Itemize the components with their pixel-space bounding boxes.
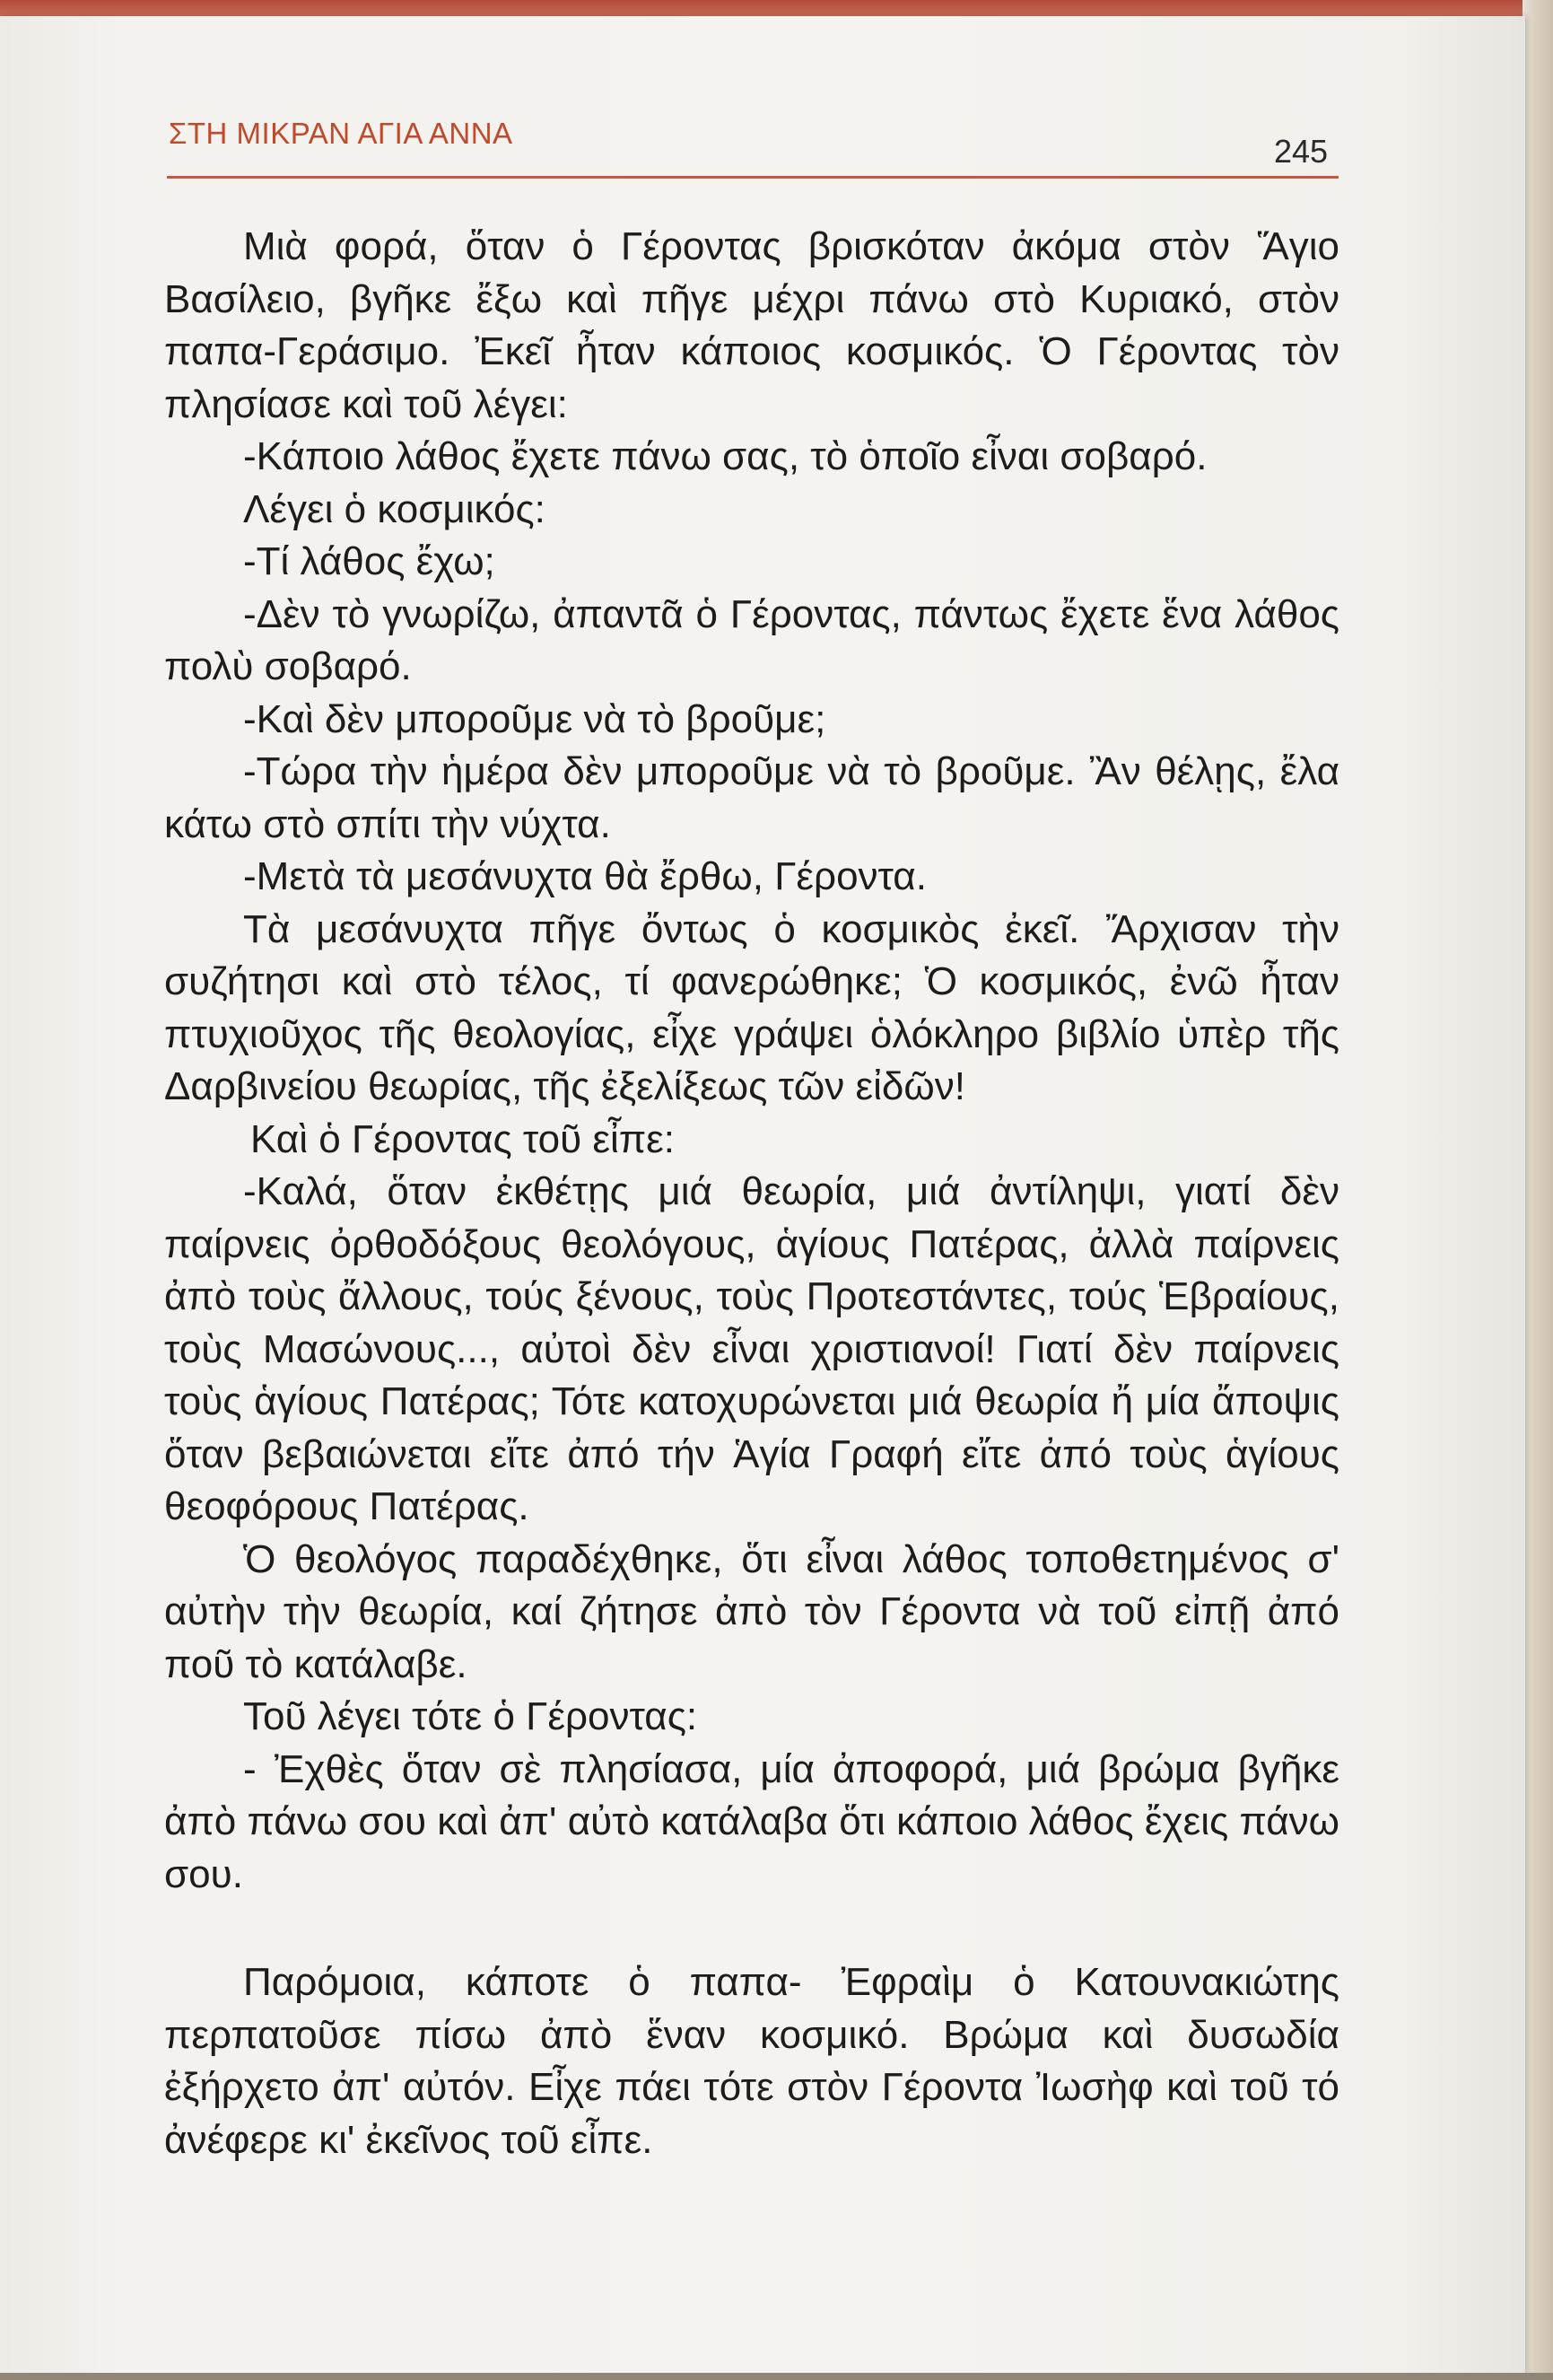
header-rule <box>167 176 1339 179</box>
page-bottom-edge <box>0 2373 1553 2380</box>
page-number: 245 <box>1274 133 1329 170</box>
paragraph: -Μετὰ τὰ μεσάνυχτα θὰ ἔρθω, Γέροντα. <box>243 854 927 898</box>
section-break <box>164 1901 1339 1956</box>
paragraph: Λέγει ὁ κοσμικός: <box>243 486 545 531</box>
paragraph: Τὰ μεσάνυχτα πῆγε ὄντως ὁ κοσμικὸς ἐκεῖ. Ἄρχισαν τὴν συζήτησι καὶ στὸ τέλος, τί φανερώθηκε; Ὁ κοσμικός, ἐνῶ ἦταν πτυχιοῦχος τῆς θεολογίας, εἶχε γράψει ὁλόκληρο βιβλίο ὑπὲρ τῆς Δαρβινείου θεωρίας, τῆς ἐξελίξεως τῶν εἰδῶν! <box>164 906 1339 1108</box>
paragraph: -Τί λάθος ἔχω; <box>243 539 495 583</box>
paragraph: -Καλά, ὅταν ἐκθέτῃς μιά θεωρία, μιά ἀντίληψι, γιατί δὲν παίρνεις ὀρθοδόξους θεολόγους, ἁγίους Πατέρας, ἀλλὰ παίρνεις ἀπὸ τοὺς ἄλλους, τούς ξένους, τοὺς Προτεστάντες, τούς Ἑβραίους, τοὺς Μασώνους..., αὐτοὶ δὲν εἶναι χριστιανοί! Γιατί δὲν παίρνεις τοὺς ἁγίους Πατέρας; Τότε κατοχυρώνεται μιά θεωρία ἤ μία ἄποψις ὅταν βεβαιώνεται εἴτε ἀπό τήν Ἁγία Γραφή εἴτε ἀπό τοὺς ἁγίους θεοφόρους Πατέρας. <box>164 1169 1339 1528</box>
paragraph: Καὶ ὁ Γέροντας τοῦ εἶπε: <box>250 1116 676 1161</box>
paragraph: Παρόμοια, κάποτε ὁ παπα- Ἐφραὶμ ὁ Κατουνακιώτης περπατοῦσε πίσω ἀπὸ ἕναν κοσμικό. Βρώμα καὶ δυσωδία ἐξήρχετο ἀπ' αὐτόν. Εἶχε πάει τότε στὸν Γέροντα Ἰωσὴφ καὶ τοῦ τό ἀνέφερε κι' ἐκεῖνος τοῦ εἶπε. <box>164 1960 1339 2162</box>
running-head: ΣΤΗ ΜΙΚΡΑΝ ΑΓΙΑ ΑΝΝΑ <box>169 117 513 150</box>
paragraph: - Ἐχθὲς ὅταν σὲ πλησίασα, μία ἀποφορά, μιά βρώμα βγῆκε ἀπὸ πάνω σου καὶ ἀπ' αὐτὸ κατάλαβα ὅτι κάποιο λάθος ἔχεις πάνω σου. <box>164 1746 1339 1896</box>
body-text <box>164 221 1339 2166</box>
paragraph: Μιὰ φορά, ὅταν ὁ Γέροντας βρισκόταν ἀκόμα στὸν Ἅγιο Βασίλειο, βγῆκε ἔξω καὶ πῆγε μέχρι πάνω στὸ Κυριακό, στὸν παπα-Γεράσιμο. Ἐκεῖ ἦταν κάποιος κοσμικός. Ὁ Γέροντας τὸν πλησίασε καὶ τοῦ λέγει: <box>164 224 1339 426</box>
paragraph: -Τώρα τὴν ἡμέρα δὲν μποροῦμε νὰ τὸ βροῦμε. Ἂν θέλῃς, ἔλα κάτω στὸ σπίτι τὴν νύχτα. <box>164 749 1339 846</box>
paragraph: -Δὲν τὸ γνωρίζω, ἀπαντᾶ ὁ Γέροντας, πάντως ἔχετε ἕνα λάθος πολὺ σοβαρό. <box>164 591 1339 688</box>
paragraph: -Κάποιο λάθος ἔχετε πάνω σας, τὸ ὁποῖο εἶναι σοβαρό. <box>243 434 1208 478</box>
paragraph: Τοῦ λέγει τότε ὁ Γέροντας: <box>243 1694 698 1738</box>
paragraph: -Καὶ δὲν μποροῦμε νὰ τὸ βροῦμε; <box>243 696 826 741</box>
paragraph: Ὁ θεολόγος παραδέχθηκε, ὅτι εἶναι λάθος τοποθετημένος σ' αὐτὴν τὴν θεωρία, καί ζήτησε ἀπὸ τὸν Γέροντα νὰ τοῦ εἰπῇ ἀπό ποῦ τὸ κατάλαβε. <box>164 1536 1339 1686</box>
adjacent-pages-edge <box>1522 0 1553 2380</box>
